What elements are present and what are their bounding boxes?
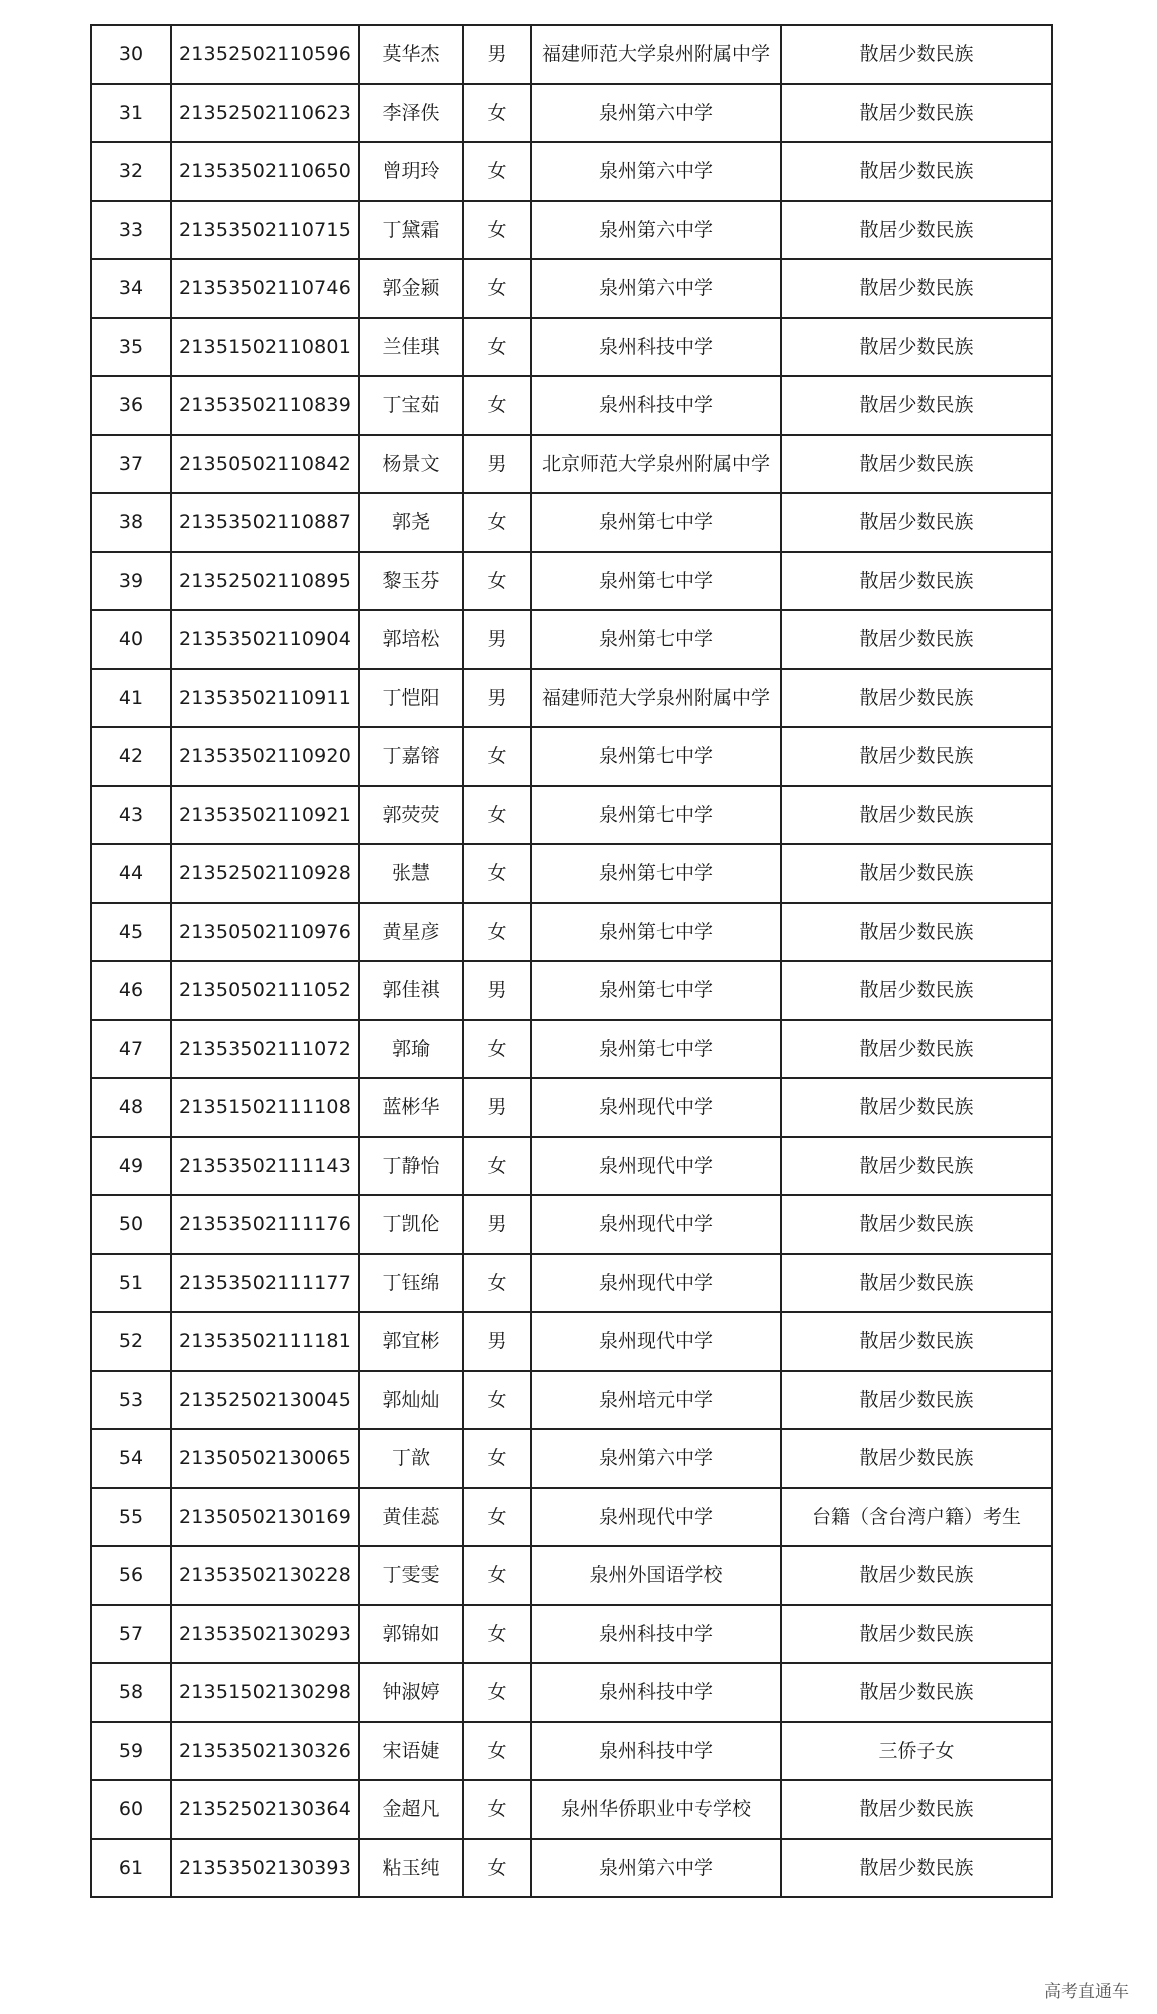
- category-cell: 台籍（含台湾户籍）考生: [781, 1488, 1052, 1547]
- category-cell: 散居少数民族: [781, 1839, 1052, 1898]
- table-row: [91, 1312, 1052, 1371]
- student-name-cell: 莫华杰: [359, 25, 463, 84]
- candidate-id-cell: 21353502111181: [171, 1312, 359, 1371]
- student-name-cell: 郭宜彬: [359, 1312, 463, 1371]
- student-name-cell: 金超凡: [359, 1780, 463, 1839]
- candidate-id-cell: 21352502130045: [171, 1371, 359, 1430]
- table-row: [91, 1780, 1052, 1839]
- category-cell: 散居少数民族: [781, 1371, 1052, 1430]
- row-number-cell: 38: [91, 493, 171, 552]
- gender-cell: 女: [463, 259, 531, 318]
- row-number-cell: 56: [91, 1546, 171, 1605]
- candidate-id-cell: 21353502111143: [171, 1137, 359, 1196]
- school-cell: 泉州现代中学: [531, 1488, 781, 1547]
- student-name-cell: 丁歆: [359, 1429, 463, 1488]
- school-cell: 泉州科技中学: [531, 1605, 781, 1664]
- school-cell: 泉州第七中学: [531, 961, 781, 1020]
- gender-cell: 女: [463, 1663, 531, 1722]
- candidate-id-cell: 21352502110895: [171, 552, 359, 611]
- table-row: [91, 1020, 1052, 1079]
- gender-cell: 女: [463, 142, 531, 201]
- category-cell: 散居少数民族: [781, 669, 1052, 728]
- candidate-id-cell: 21353502130393: [171, 1839, 359, 1898]
- school-cell: 泉州第六中学: [531, 1429, 781, 1488]
- category-cell: 散居少数民族: [781, 727, 1052, 786]
- school-cell: 泉州第七中学: [531, 493, 781, 552]
- row-number-cell: 35: [91, 318, 171, 377]
- table-row: [91, 1488, 1052, 1547]
- school-cell: 泉州外国语学校: [531, 1546, 781, 1605]
- candidate-id-cell: 21353502110887: [171, 493, 359, 552]
- gender-cell: 男: [463, 1312, 531, 1371]
- category-cell: 散居少数民族: [781, 1429, 1052, 1488]
- category-cell: 散居少数民族: [781, 903, 1052, 962]
- row-number-cell: 59: [91, 1722, 171, 1781]
- table-row: [91, 903, 1052, 962]
- school-cell: 泉州第七中学: [531, 844, 781, 903]
- gender-cell: 女: [463, 1839, 531, 1898]
- school-cell: 泉州第六中学: [531, 1839, 781, 1898]
- candidate-id-cell: 21353502110920: [171, 727, 359, 786]
- candidate-id-cell: 21350502130065: [171, 1429, 359, 1488]
- school-cell: 泉州第七中学: [531, 727, 781, 786]
- school-cell: 泉州现代中学: [531, 1254, 781, 1313]
- student-name-cell: 郭锦如: [359, 1605, 463, 1664]
- candidate-id-cell: 21353502110921: [171, 786, 359, 845]
- category-cell: 三侨子女: [781, 1722, 1052, 1781]
- student-name-cell: 黄星彦: [359, 903, 463, 962]
- row-number-cell: 58: [91, 1663, 171, 1722]
- school-cell: 泉州第六中学: [531, 142, 781, 201]
- table-row: [91, 727, 1052, 786]
- table-row: [91, 1254, 1052, 1313]
- student-name-cell: 郭培松: [359, 610, 463, 669]
- candidate-id-cell: 21351502111108: [171, 1078, 359, 1137]
- category-cell: 散居少数民族: [781, 1020, 1052, 1079]
- row-number-cell: 50: [91, 1195, 171, 1254]
- candidate-id-cell: 21353502110904: [171, 610, 359, 669]
- table-row: [91, 669, 1052, 728]
- category-cell: 散居少数民族: [781, 318, 1052, 377]
- student-name-cell: 粘玉纯: [359, 1839, 463, 1898]
- gender-cell: 女: [463, 1254, 531, 1313]
- gender-cell: 女: [463, 727, 531, 786]
- gender-cell: 女: [463, 552, 531, 611]
- table-row: [91, 1195, 1052, 1254]
- candidate-id-cell: 21350502111052: [171, 961, 359, 1020]
- candidate-id-cell: 21350502110976: [171, 903, 359, 962]
- student-name-cell: 郭尧: [359, 493, 463, 552]
- table-row: [91, 1137, 1052, 1196]
- gender-cell: 女: [463, 201, 531, 260]
- gender-cell: 男: [463, 25, 531, 84]
- student-name-cell: 黎玉芬: [359, 552, 463, 611]
- table-row: [91, 1371, 1052, 1430]
- gender-cell: 女: [463, 1371, 531, 1430]
- row-number-cell: 31: [91, 84, 171, 143]
- row-number-cell: 42: [91, 727, 171, 786]
- candidate-id-cell: 21353502110746: [171, 259, 359, 318]
- watermark-text: 高考直通车: [1044, 1982, 1129, 2002]
- student-name-cell: 李泽佚: [359, 84, 463, 143]
- table-row: [91, 1839, 1052, 1898]
- student-name-cell: 杨景文: [359, 435, 463, 494]
- category-cell: 散居少数民族: [781, 1254, 1052, 1313]
- school-cell: 泉州科技中学: [531, 376, 781, 435]
- category-cell: 散居少数民族: [781, 786, 1052, 845]
- gender-cell: 女: [463, 1546, 531, 1605]
- table-row: [91, 259, 1052, 318]
- row-number-cell: 36: [91, 376, 171, 435]
- gender-cell: 女: [463, 903, 531, 962]
- candidate-id-cell: 21353502111176: [171, 1195, 359, 1254]
- student-name-cell: 郭佳祺: [359, 961, 463, 1020]
- table-row: [91, 552, 1052, 611]
- school-cell: 泉州第六中学: [531, 259, 781, 318]
- gender-cell: 女: [463, 493, 531, 552]
- category-cell: 散居少数民族: [781, 1137, 1052, 1196]
- table-row: [91, 201, 1052, 260]
- category-cell: 散居少数民族: [781, 1195, 1052, 1254]
- gender-cell: 女: [463, 1020, 531, 1079]
- table-row: [91, 84, 1052, 143]
- row-number-cell: 57: [91, 1605, 171, 1664]
- table-row: [91, 1429, 1052, 1488]
- candidate-id-cell: 21350502130169: [171, 1488, 359, 1547]
- table-row: [91, 961, 1052, 1020]
- gender-cell: 女: [463, 1722, 531, 1781]
- school-cell: 泉州科技中学: [531, 1722, 781, 1781]
- school-cell: 泉州第七中学: [531, 552, 781, 611]
- student-name-cell: 黄佳蕊: [359, 1488, 463, 1547]
- category-cell: 散居少数民族: [781, 25, 1052, 84]
- gender-cell: 男: [463, 1078, 531, 1137]
- row-number-cell: 32: [91, 142, 171, 201]
- student-name-cell: 丁凯伦: [359, 1195, 463, 1254]
- student-name-cell: 郭金颍: [359, 259, 463, 318]
- roster-sheet: [90, 24, 1051, 1898]
- gender-cell: 女: [463, 1780, 531, 1839]
- student-name-cell: 丁黛霜: [359, 201, 463, 260]
- candidate-id-cell: 21353502130228: [171, 1546, 359, 1605]
- school-cell: 泉州现代中学: [531, 1195, 781, 1254]
- gender-cell: 男: [463, 669, 531, 728]
- row-number-cell: 60: [91, 1780, 171, 1839]
- candidate-id-cell: 21353502110715: [171, 201, 359, 260]
- candidate-id-cell: 21352502110596: [171, 25, 359, 84]
- gender-cell: 女: [463, 84, 531, 143]
- gender-cell: 女: [463, 318, 531, 377]
- row-number-cell: 53: [91, 1371, 171, 1430]
- candidate-id-cell: 21353502111177: [171, 1254, 359, 1313]
- candidate-id-cell: 21353502130293: [171, 1605, 359, 1664]
- category-cell: 散居少数民族: [781, 1312, 1052, 1371]
- table-row: [91, 435, 1052, 494]
- school-cell: 泉州现代中学: [531, 1137, 781, 1196]
- candidate-id-cell: 21350502110842: [171, 435, 359, 494]
- category-cell: 散居少数民族: [781, 552, 1052, 611]
- student-name-cell: 蓝彬华: [359, 1078, 463, 1137]
- row-number-cell: 41: [91, 669, 171, 728]
- student-name-cell: 兰佳琪: [359, 318, 463, 377]
- category-cell: 散居少数民族: [781, 493, 1052, 552]
- candidate-id-cell: 21352502130364: [171, 1780, 359, 1839]
- table-row: [91, 610, 1052, 669]
- gender-cell: 女: [463, 844, 531, 903]
- student-name-cell: 丁钰绵: [359, 1254, 463, 1313]
- row-number-cell: 37: [91, 435, 171, 494]
- category-cell: 散居少数民族: [781, 142, 1052, 201]
- row-number-cell: 45: [91, 903, 171, 962]
- gender-cell: 女: [463, 1137, 531, 1196]
- table-row: [91, 844, 1052, 903]
- row-number-cell: 46: [91, 961, 171, 1020]
- category-cell: 散居少数民族: [781, 376, 1052, 435]
- row-number-cell: 48: [91, 1078, 171, 1137]
- category-cell: 散居少数民族: [781, 1780, 1052, 1839]
- student-name-cell: 丁恺阳: [359, 669, 463, 728]
- row-number-cell: 34: [91, 259, 171, 318]
- row-number-cell: 33: [91, 201, 171, 260]
- candidate-id-cell: 21353502111072: [171, 1020, 359, 1079]
- school-cell: 泉州第六中学: [531, 201, 781, 260]
- table-row: [91, 376, 1052, 435]
- gender-cell: 男: [463, 961, 531, 1020]
- gender-cell: 男: [463, 1195, 531, 1254]
- student-name-cell: 张慧: [359, 844, 463, 903]
- table-row: [91, 318, 1052, 377]
- school-cell: 泉州现代中学: [531, 1312, 781, 1371]
- school-cell: 福建师范大学泉州附属中学: [531, 669, 781, 728]
- category-cell: 散居少数民族: [781, 201, 1052, 260]
- table-row: [91, 786, 1052, 845]
- candidate-id-cell: 21352502110928: [171, 844, 359, 903]
- school-cell: 泉州科技中学: [531, 318, 781, 377]
- row-number-cell: 40: [91, 610, 171, 669]
- table-row: [91, 1605, 1052, 1664]
- row-number-cell: 47: [91, 1020, 171, 1079]
- candidate-id-cell: 21353502110839: [171, 376, 359, 435]
- table-row: [91, 1546, 1052, 1605]
- row-number-cell: 55: [91, 1488, 171, 1547]
- student-name-cell: 宋语婕: [359, 1722, 463, 1781]
- row-number-cell: 49: [91, 1137, 171, 1196]
- row-number-cell: 61: [91, 1839, 171, 1898]
- row-number-cell: 52: [91, 1312, 171, 1371]
- candidate-id-cell: 21352502110623: [171, 84, 359, 143]
- gender-cell: 男: [463, 435, 531, 494]
- category-cell: 散居少数民族: [781, 844, 1052, 903]
- row-number-cell: 30: [91, 25, 171, 84]
- school-cell: 福建师范大学泉州附属中学: [531, 25, 781, 84]
- student-name-cell: 丁静怡: [359, 1137, 463, 1196]
- table-row: [91, 1722, 1052, 1781]
- school-cell: 泉州培元中学: [531, 1371, 781, 1430]
- candidate-id-cell: 21353502110650: [171, 142, 359, 201]
- row-number-cell: 39: [91, 552, 171, 611]
- student-name-cell: 郭瑜: [359, 1020, 463, 1079]
- school-cell: 泉州第七中学: [531, 610, 781, 669]
- school-cell: 泉州现代中学: [531, 1078, 781, 1137]
- table-row: [91, 25, 1052, 84]
- student-name-cell: 丁宝茹: [359, 376, 463, 435]
- school-cell: 泉州第七中学: [531, 1020, 781, 1079]
- candidate-id-cell: 21353502130326: [171, 1722, 359, 1781]
- student-name-cell: 丁雯雯: [359, 1546, 463, 1605]
- student-name-cell: 郭灿灿: [359, 1371, 463, 1430]
- category-cell: 散居少数民族: [781, 259, 1052, 318]
- category-cell: 散居少数民族: [781, 1663, 1052, 1722]
- gender-cell: 女: [463, 786, 531, 845]
- candidate-id-cell: 21353502110911: [171, 669, 359, 728]
- row-number-cell: 44: [91, 844, 171, 903]
- candidate-id-cell: 21351502130298: [171, 1663, 359, 1722]
- category-cell: 散居少数民族: [781, 84, 1052, 143]
- student-name-cell: 丁嘉镕: [359, 727, 463, 786]
- table-row: [91, 1078, 1052, 1137]
- student-name-cell: 曾玥玲: [359, 142, 463, 201]
- category-cell: 散居少数民族: [781, 1078, 1052, 1137]
- school-cell: 泉州第六中学: [531, 84, 781, 143]
- table-row: [91, 493, 1052, 552]
- gender-cell: 女: [463, 376, 531, 435]
- student-roster-table: [90, 24, 1053, 1898]
- gender-cell: 女: [463, 1488, 531, 1547]
- gender-cell: 女: [463, 1429, 531, 1488]
- category-cell: 散居少数民族: [781, 961, 1052, 1020]
- category-cell: 散居少数民族: [781, 435, 1052, 494]
- school-cell: 泉州第七中学: [531, 786, 781, 845]
- row-number-cell: 54: [91, 1429, 171, 1488]
- category-cell: 散居少数民族: [781, 1605, 1052, 1664]
- table-row: [91, 142, 1052, 201]
- gender-cell: 男: [463, 610, 531, 669]
- school-cell: 泉州第七中学: [531, 903, 781, 962]
- student-name-cell: 钟淑婷: [359, 1663, 463, 1722]
- school-cell: 泉州华侨职业中专学校: [531, 1780, 781, 1839]
- row-number-cell: 51: [91, 1254, 171, 1313]
- student-name-cell: 郭荧荧: [359, 786, 463, 845]
- gender-cell: 女: [463, 1605, 531, 1664]
- category-cell: 散居少数民族: [781, 1546, 1052, 1605]
- row-number-cell: 43: [91, 786, 171, 845]
- category-cell: 散居少数民族: [781, 610, 1052, 669]
- table-row: [91, 1663, 1052, 1722]
- candidate-id-cell: 21351502110801: [171, 318, 359, 377]
- school-cell: 泉州科技中学: [531, 1663, 781, 1722]
- school-cell: 北京师范大学泉州附属中学: [531, 435, 781, 494]
- roster-body: [91, 25, 1052, 1897]
